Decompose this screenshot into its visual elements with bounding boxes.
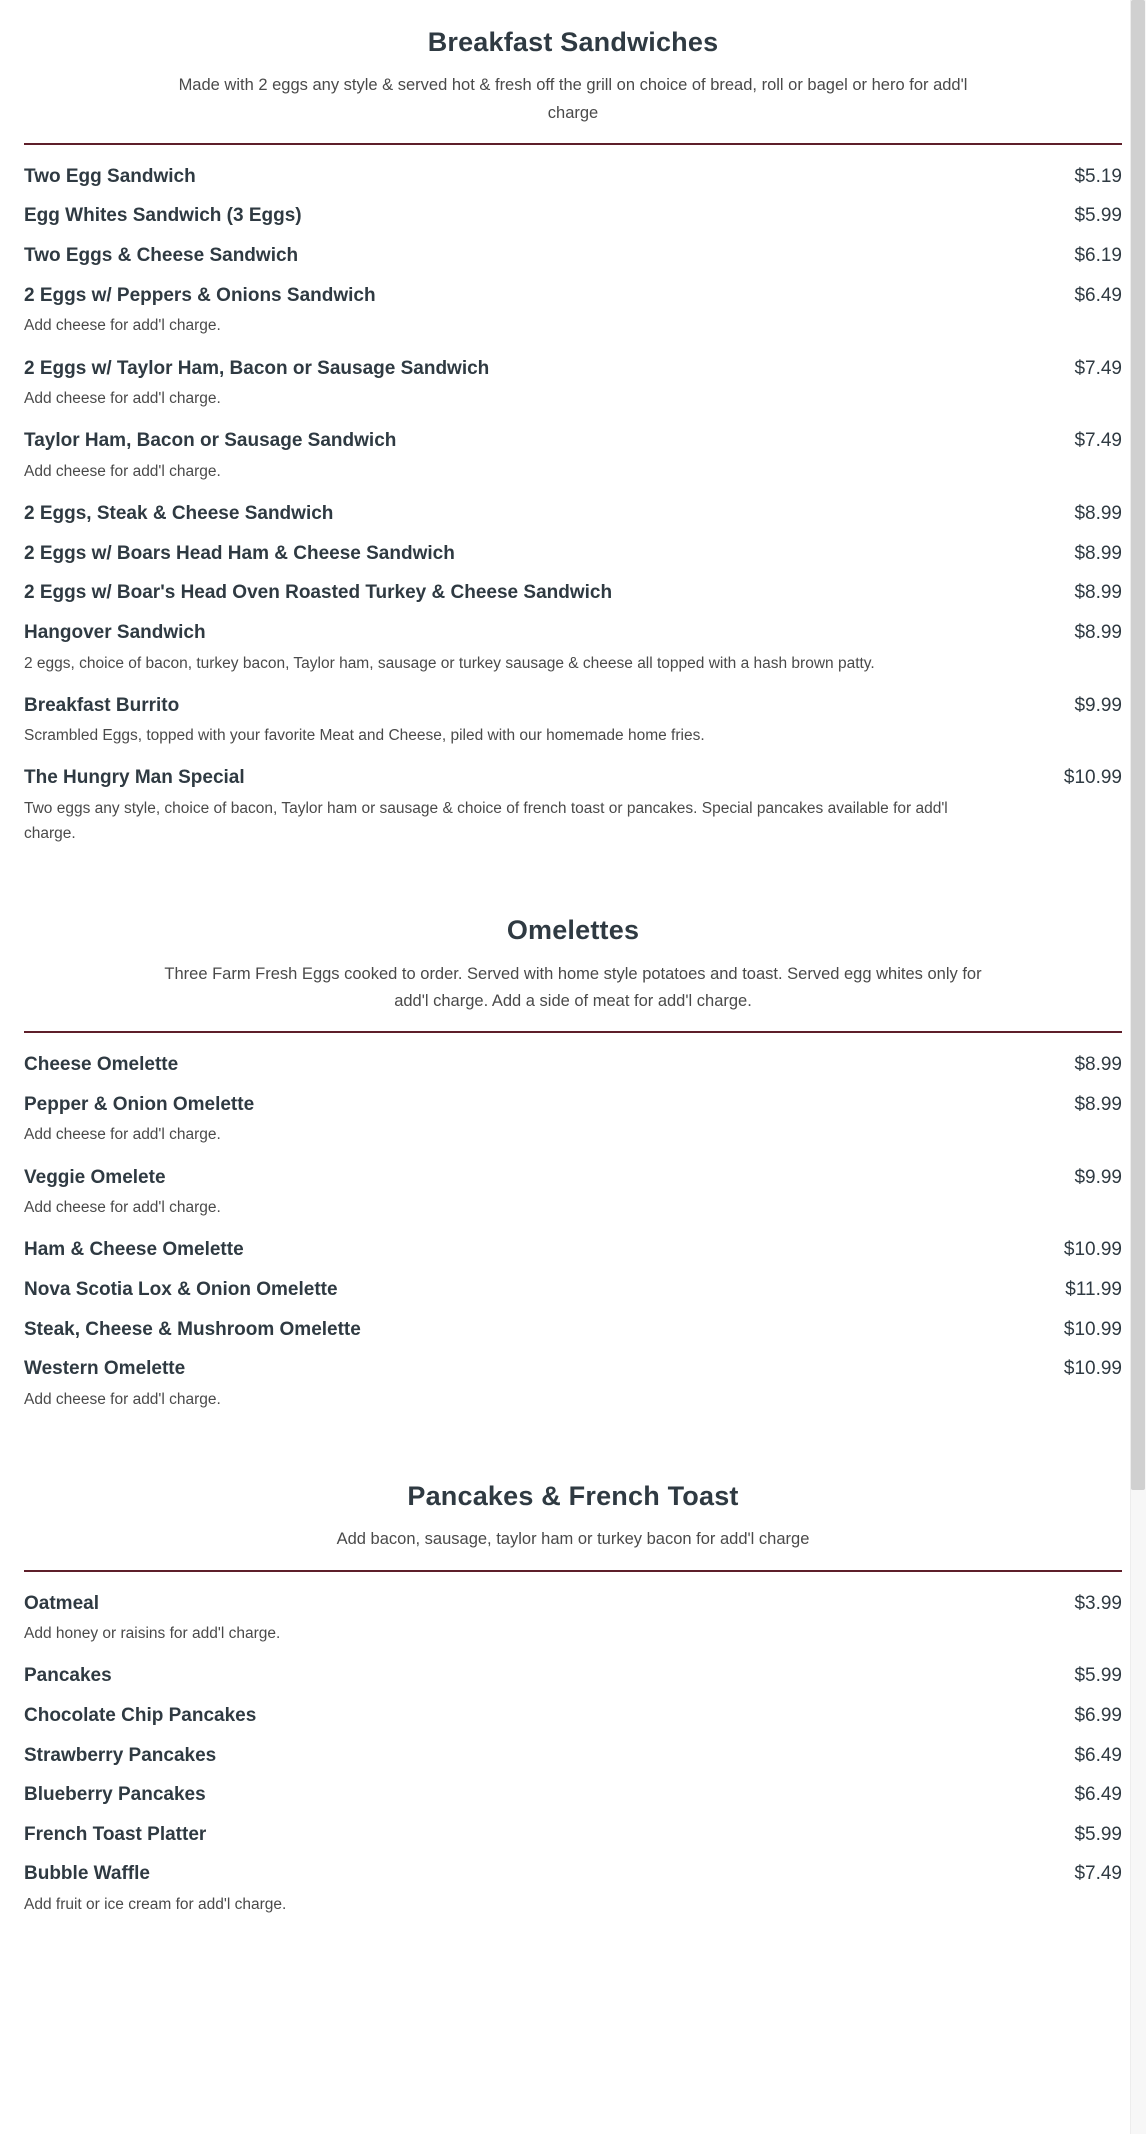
menu-item-price: $8.99: [1074, 621, 1122, 643]
section-description: Three Farm Fresh Eggs cooked to order. Served with home style potatoes and toast. Served egg whites only for add'l charge. Add a side of meat for add'l charge.: [164, 964, 982, 1010]
menu-item-row: [24, 351, 1122, 385]
menu-item[interactable]: [24, 419, 1122, 492]
menu-item-description: Add cheese for add'l charge.: [24, 390, 221, 408]
menu-item-row: [24, 1817, 1122, 1851]
menu-item-description: Two eggs any style, choice of bacon, Taylor ham or sausage & choice of french toast or pancakes. Special pancakes available for add'l charge.: [24, 800, 948, 843]
menu-item[interactable]: [24, 1308, 1122, 1348]
menu-item[interactable]: [24, 1734, 1122, 1774]
menu-item-name: Oatmeal: [24, 1592, 99, 1614]
section-title: Breakfast Sandwiches: [427, 27, 719, 57]
menu-item-row: [24, 1586, 1122, 1620]
menu-item-price: $9.99: [1074, 1166, 1122, 1188]
menu-item-name: 2 Eggs w/ Boars Head Ham & Cheese Sandwich: [24, 542, 455, 564]
menu-item-name: Chocolate Chip Pancakes: [24, 1704, 257, 1726]
menu-item[interactable]: [24, 1156, 1122, 1229]
section-title: Pancakes & French Toast: [407, 1480, 739, 1511]
menu-item[interactable]: [24, 1694, 1122, 1734]
menu-item-name: French Toast Platter: [24, 1823, 207, 1845]
menu-item-name: Egg Whites Sandwich (3 Eggs): [24, 205, 302, 227]
menu-item-list: [24, 1043, 1122, 1420]
menu-item-price: $11.99: [1065, 1278, 1122, 1300]
menu-item-price: $6.49: [1074, 284, 1122, 306]
menu-item-price: $8.99: [1074, 542, 1122, 564]
menu-item-price: $10.99: [1063, 1318, 1122, 1340]
menu-item-price: $10.99: [1063, 1358, 1122, 1380]
menu-item-price: $6.49: [1074, 1784, 1122, 1806]
menu-item-row: [24, 1698, 1122, 1732]
menu-item[interactable]: [24, 234, 1122, 274]
menu-item-row: [24, 1658, 1122, 1692]
menu-item-price: $5.19: [1074, 165, 1122, 187]
menu-item-name: 2 Eggs w/ Boar's Head Oven Roasted Turkey & Cheese Sandwich: [24, 582, 613, 604]
menu-item[interactable]: [24, 274, 1122, 347]
menu-item-name: 2 Eggs w/ Peppers & Onions Sandwich: [24, 284, 376, 306]
menu-item-name: Pepper & Onion Omelette: [24, 1093, 255, 1115]
menu-item-price: $8.99: [1074, 503, 1122, 524]
menu-item[interactable]: [24, 1773, 1122, 1813]
menu-item-price: $8.99: [1074, 1093, 1122, 1115]
menu-item-row: [24, 1856, 1122, 1890]
menu-item-list: [24, 1582, 1122, 1926]
menu-item-price: $8.99: [1074, 1054, 1122, 1076]
menu-item-name: Nova Scotia Lox & Onion Omelette: [24, 1278, 338, 1300]
menu-item-row: [24, 1087, 1122, 1121]
menu-item[interactable]: [24, 1852, 1122, 1925]
menu-item-description: 2 eggs, choice of bacon, turkey bacon, Taylor ham, sausage or turkey sausage & cheese all topped with a hash brown patty.: [24, 654, 875, 672]
menu-item[interactable]: [24, 756, 1122, 854]
menu-item[interactable]: [24, 532, 1122, 572]
menu-item-row: [24, 1160, 1122, 1194]
menu-item-name: The Hungry Man Special: [24, 767, 245, 789]
menu-item-description: Add honey or raisins for add'l charge.: [24, 1625, 281, 1643]
menu-item-price: $8.99: [1074, 582, 1122, 604]
menu-item-price: $6.19: [1074, 245, 1122, 267]
menu-item[interactable]: [24, 1083, 1122, 1156]
menu-item-row: [24, 159, 1122, 193]
menu-item[interactable]: [24, 1582, 1122, 1655]
menu-item[interactable]: [24, 492, 1122, 532]
menu-item-name: Bubble Waffle: [24, 1863, 150, 1885]
menu-item[interactable]: [24, 347, 1122, 420]
page-scrollbar[interactable]: [1130, 0, 1146, 2134]
menu-item-row: [24, 760, 1122, 794]
section-description: Add bacon, sausage, taylor ham or turkey bacon for add'l charge: [336, 1530, 810, 1549]
menu-item-name: Veggie Omelete: [24, 1166, 166, 1188]
menu-section: [24, 1480, 1122, 1925]
menu-item-row: [24, 198, 1122, 232]
menu-item[interactable]: [24, 611, 1122, 684]
menu-item-description: Add cheese for add'l charge.: [24, 1390, 221, 1408]
section-description: Made with 2 eggs any style & served hot & fresh off the grill on choice of bread, roll or bagel or hero for add'l charge: [178, 76, 968, 122]
menu-sections: [24, 26, 1122, 1925]
menu-item-price: $7.49: [1074, 430, 1122, 452]
menu-item-name: Hangover Sandwich: [24, 621, 206, 643]
menu-item[interactable]: [24, 1043, 1122, 1083]
menu-item-price: $3.99: [1074, 1592, 1122, 1614]
menu-item[interactable]: [24, 194, 1122, 234]
menu-item-row: [24, 1351, 1122, 1385]
menu-item-description: Add cheese for add'l charge.: [24, 1126, 221, 1144]
menu-item-price: $5.99: [1074, 1823, 1122, 1845]
menu-item-name: Western Omelette: [24, 1358, 186, 1380]
section-divider: [24, 143, 1122, 145]
menu-item-row: [24, 615, 1122, 649]
menu-item-name: Ham & Cheese Omelette: [24, 1239, 244, 1261]
menu-item-row: [24, 238, 1122, 272]
menu-item-price: $10.99: [1063, 1239, 1122, 1261]
menu-item-name: Two Eggs & Cheese Sandwich: [24, 245, 299, 267]
menu-item-description: Add cheese for add'l charge.: [24, 462, 221, 480]
menu-item[interactable]: [24, 684, 1122, 757]
menu-item-price: $10.99: [1063, 767, 1122, 789]
menu-item-description: Add cheese for add'l charge.: [24, 317, 221, 335]
menu-item-row: [24, 1232, 1122, 1266]
menu-item[interactable]: [24, 1268, 1122, 1308]
menu-item-price: $6.99: [1074, 1704, 1122, 1726]
menu-item-name: Taylor Ham, Bacon or Sausage Sandwich: [24, 430, 397, 452]
menu-item-row: [24, 1272, 1122, 1306]
menu-item-row: [24, 1738, 1122, 1772]
menu-item[interactable]: [24, 1228, 1122, 1268]
scrollbar-thumb[interactable]: [1131, 0, 1145, 1490]
menu-item[interactable]: [24, 1813, 1122, 1853]
menu-item-row: [24, 688, 1122, 722]
menu-item[interactable]: [24, 155, 1122, 195]
menu-item[interactable]: [24, 571, 1122, 611]
section-title: Omelettes: [506, 915, 640, 946]
menu-item-name: Blueberry Pancakes: [24, 1784, 206, 1806]
menu-item-price: $7.49: [1074, 357, 1122, 379]
menu-item-row: [24, 423, 1122, 457]
section-divider: [24, 1031, 1122, 1033]
menu-item-row: [24, 1047, 1122, 1081]
menu-item-price: $6.49: [1074, 1744, 1122, 1766]
menu-item-row: [24, 278, 1122, 312]
menu-item-name: 2 Eggs, Steak & Cheese Sandwich: [24, 503, 334, 524]
menu-item-price: $5.99: [1074, 1665, 1122, 1687]
menu-item-description: Scrambled Eggs, topped with your favorite Meat and Cheese, piled with our homemade home fries.: [24, 727, 705, 745]
menu-item-name: Strawberry Pancakes: [24, 1744, 217, 1766]
menu-item-row: [24, 496, 1122, 530]
menu-item-description: Add fruit or ice cream for add'l charge.: [24, 1896, 287, 1914]
menu-item-name: Breakfast Burrito: [24, 694, 180, 716]
menu-item-name: Pancakes: [24, 1665, 112, 1687]
menu-item-row: [24, 575, 1122, 609]
menu-item-row: [24, 536, 1122, 570]
menu-item-price: $9.99: [1074, 694, 1122, 716]
menu-item-name: Two Egg Sandwich: [24, 165, 196, 187]
menu-item-list: [24, 155, 1122, 854]
menu-section: [24, 26, 1122, 854]
menu-item-price: $7.49: [1074, 1863, 1122, 1885]
menu-item-price: $5.99: [1074, 205, 1122, 227]
section-divider: [24, 1570, 1122, 1572]
menu-section: [24, 914, 1122, 1420]
menu-item-description: Add cheese for add'l charge.: [24, 1199, 221, 1217]
menu-item-name: Steak, Cheese & Mushroom Omelette: [24, 1318, 361, 1340]
menu-item-row: [24, 1312, 1122, 1346]
menu-item[interactable]: [24, 1654, 1122, 1694]
menu-item-name: 2 Eggs w/ Taylor Ham, Bacon or Sausage Sandwich: [24, 357, 490, 379]
menu-item[interactable]: [24, 1347, 1122, 1420]
menu-item-row: [24, 1777, 1122, 1811]
menu-item-name: Cheese Omelette: [24, 1054, 179, 1076]
